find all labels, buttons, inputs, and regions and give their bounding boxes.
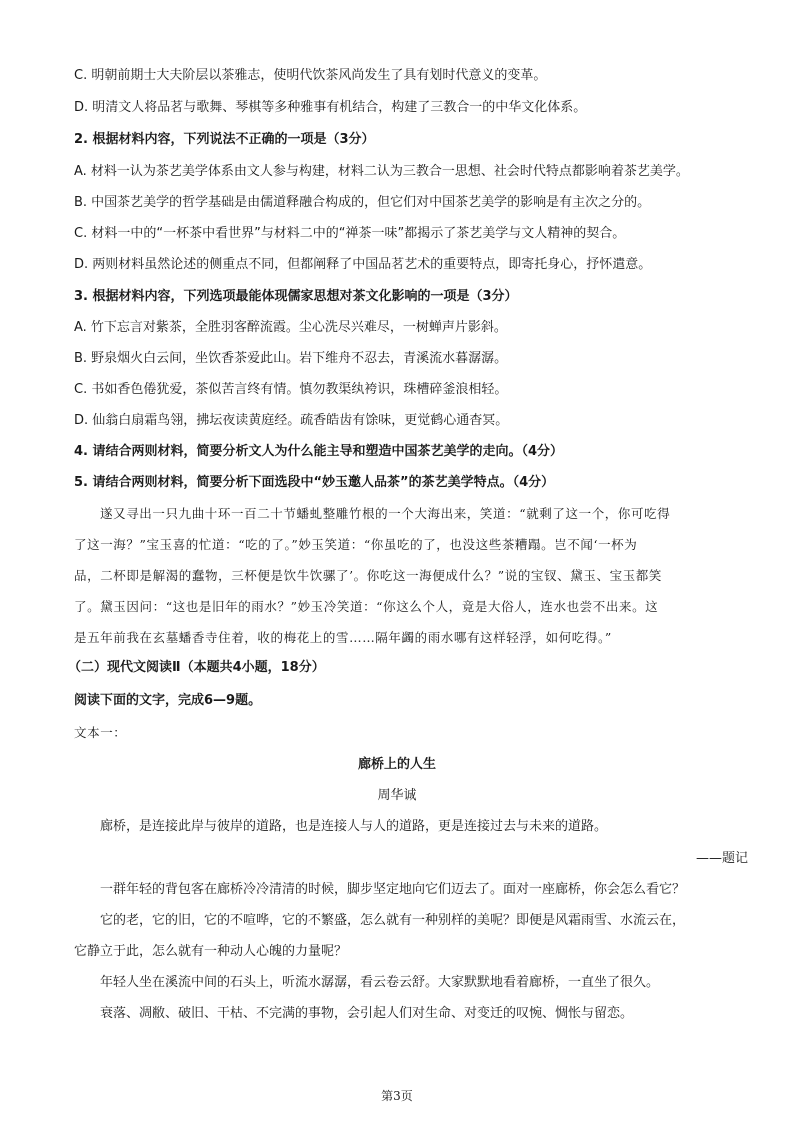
section-heading: （二）现代文阅读Ⅱ（本题共4小题，18分） bbox=[68, 660, 325, 675]
option-q1-d: D. 明清文人将品茗与歌舞、琴棋等多种雅事有机结合，构建了三教合一的中华文化体系。 bbox=[74, 100, 587, 115]
option-q3-b: B. 野泉烟火白云间，坐饮香茶爱此山。岩下维舟不忍去，青溪流水暮潺潺。 bbox=[74, 351, 508, 366]
paragraph-3: 年轻人坐在溪流中间的石头上，听流水潺潺，看云卷云舒。大家默默地看着廊桥，一直坐了很久。 bbox=[100, 975, 660, 990]
option-q3-c: C. 书如香色倦犹爱，茶似苦言终有情。慎勿教渠纨袴识，珠槽碎釜浪相轻。 bbox=[74, 382, 508, 397]
option-q2-a: A. 材料一认为茶艺美学体系由文人参与构建，材料二认为三教合一思想、社会时代特点都影响着茶艺美学。 bbox=[74, 164, 689, 179]
option-q2-b: B. 中国茶艺美学的哲学基础是由儒道释融合构成的，但它们对中国茶艺美学的影响是有主次之分的。 bbox=[74, 195, 651, 210]
text-label: 文本一： bbox=[74, 725, 127, 740]
question-4: 4. 请结合两则材料，简要分析文人为什么能主导和塑造中国茶艺美学的走向。（4分） bbox=[74, 444, 564, 459]
option-q2-c: C. 材料一中的“一杯茶中看世界”与材料二中的“禅茶一味”都揭示了茶艺美学与文人精神的契合。 bbox=[74, 226, 626, 241]
paragraph-2-cont: 它静立于此，怎么就有一种动人心魄的力量呢？ bbox=[74, 944, 348, 959]
article-title: 廊桥上的人生 bbox=[357, 757, 436, 772]
excerpt-line-5: 是五年前我在玄墓蟠香寺住着，收的梅花上的雪……隔年蠲的雨水哪有这样轻浮，如何吃得。” bbox=[74, 630, 612, 645]
option-q2-d: D. 两则材料虽然论述的侧重点不同，但都阐释了中国品茗艺术的重要特点，即寄托身心，抒怀遣意。 bbox=[74, 257, 652, 272]
page-footer: 第3页 bbox=[381, 1089, 413, 1103]
excerpt-line-1: 遂又寻出一只九曲十环一百二十节蟠虬整雕竹根的一个大海出来，笑道：“就剩了这一个，你可吃得 bbox=[100, 506, 671, 521]
question-5: 5. 请结合两则材料，简要分析下面选段中“妙玉邀人品茶”的茶艺美学特点。（4分） bbox=[74, 475, 555, 490]
excerpt-line-4: 了。黛玉因问：“这也是旧年的雨水？”妙玉冷笑道：“你这么个人，竟是大俗人，连水也尝不出来。这 bbox=[74, 599, 659, 614]
paragraph-2: 它的老，它的旧，它的不喧哗，它的不繁盛，怎么就有一种别样的美呢？即便是风霜雨雪、水流云在， bbox=[100, 913, 686, 928]
paragraph-4: 衰落、凋敝、破旧、干枯、不完满的事物，会引起人们对生命、对变迁的叹惋、惆怅与留恋。 bbox=[100, 1006, 634, 1021]
question-3-stem: 3. 根据材料内容，下列选项最能体现儒家思想对茶文化影响的一项是（3分） bbox=[74, 289, 518, 304]
option-q3-a: A. 竹下忘言对紫茶，全胜羽客醉流霞。尘心洗尽兴难尽，一树蝉声片影斜。 bbox=[74, 320, 507, 335]
question-2-stem: 2. 根据材料内容，下列说法不正确的一项是（3分） bbox=[74, 132, 375, 147]
excerpt-line-2: 了这一海？”宝玉喜的忙道：“吃的了。”妙玉笑道：“你虽吃的了，也没这些茶糟蹋。岂不闻‘一杯为 bbox=[74, 537, 638, 552]
option-q1-c: C. 明朝前期士大夫阶层以茶雅志，使明代饮茶风尚发生了具有划时代意义的变革。 bbox=[74, 68, 547, 83]
paragraph-1: 一群年轻的背包客在廊桥冷冷清清的时候，脚步坚定地向它们迈去了。面对一座廊桥，你会怎么看它？ bbox=[100, 882, 686, 897]
option-q3-d: D. 仙翁白扇霜鸟翎，拂坛夜读黄庭经。疏香皓齿有馀味，更觉鹤心通杳冥。 bbox=[74, 413, 509, 428]
epigraph-note: ——题记 bbox=[695, 851, 748, 866]
epigraph: 廊桥，是连接此岸与彼岸的道路，也是连接人与人的道路，更是连接过去与未来的道路。 bbox=[100, 819, 608, 834]
excerpt-line-3: 品，二杯即是解渴的蠢物，三杯便是饮牛饮骡了’。你吃这一海便成什么？”说的宝钗、黛玉、宝玉都笑 bbox=[74, 568, 662, 583]
article-author: 周华诚 bbox=[377, 788, 417, 803]
instruction: 阅读下面的文字，完成6—9题。 bbox=[74, 693, 262, 708]
